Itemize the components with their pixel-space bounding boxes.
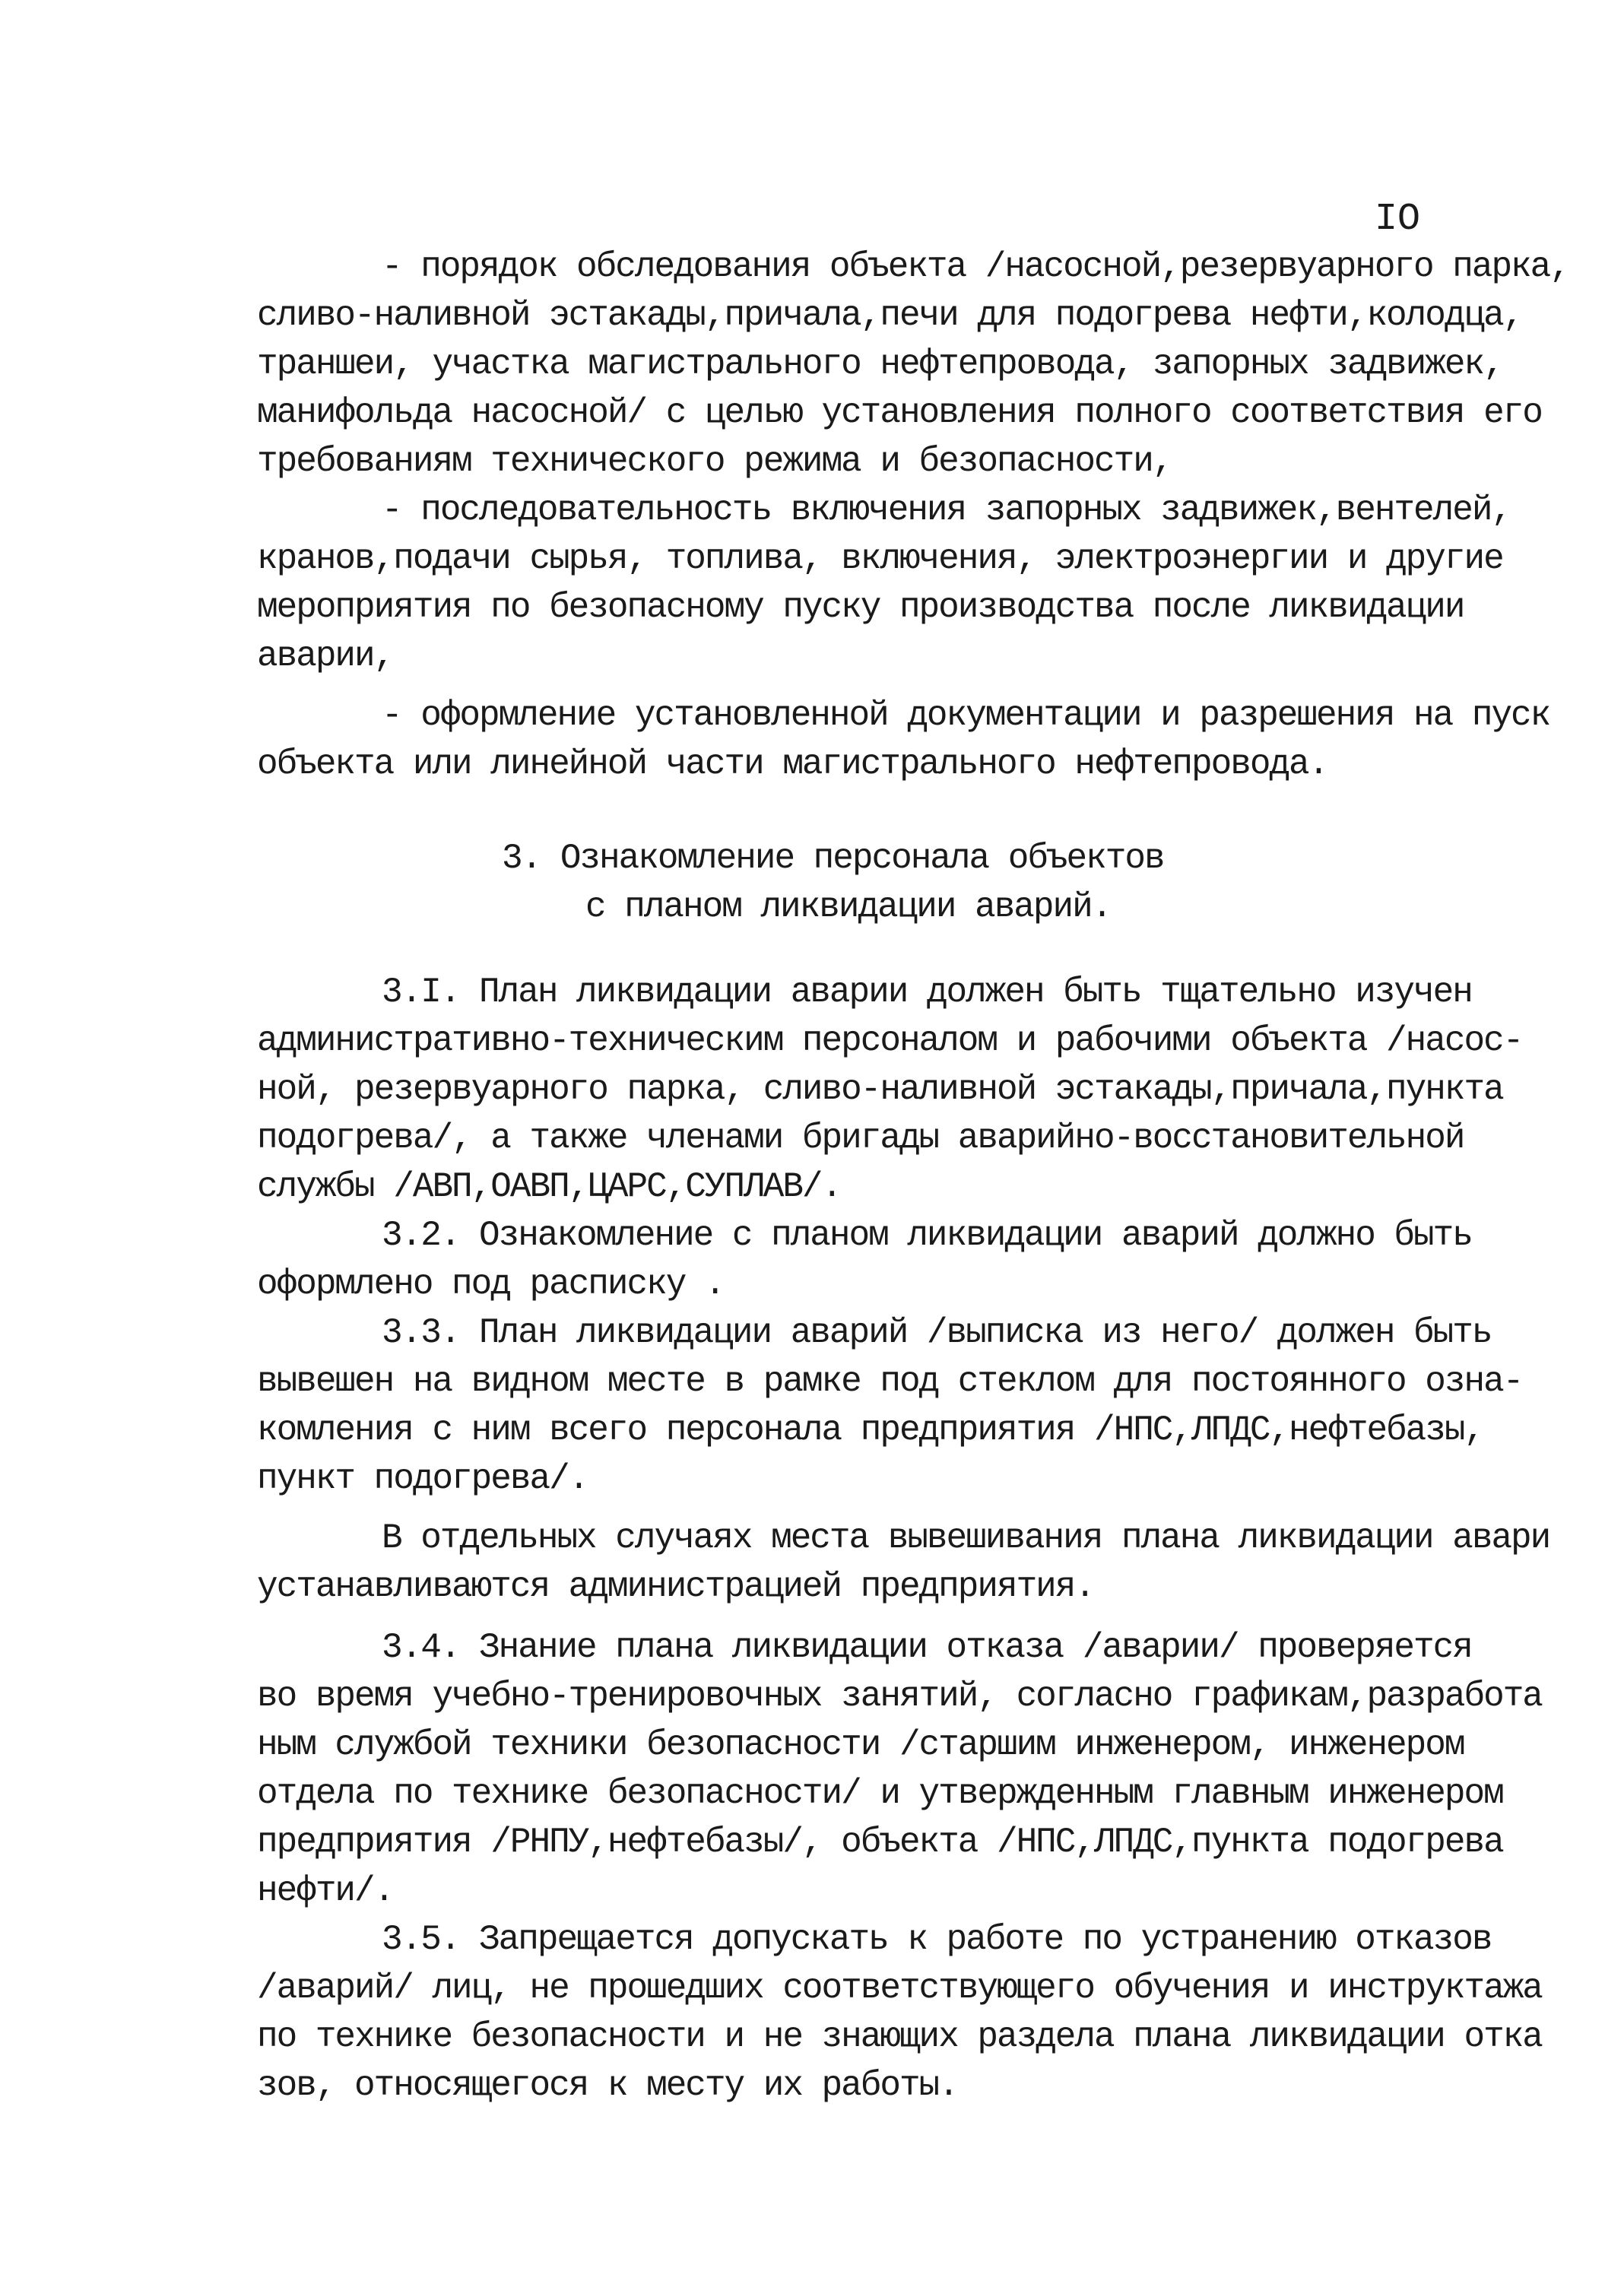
text-line: аварии,	[257, 636, 394, 676]
text-line: сливо-наливной эстакады,причала,печи для подогрева нефти,колодца,	[257, 296, 1523, 335]
text-line: - оформление установленной документации и разрешения на пуск	[382, 696, 1550, 735]
text-line: 3.5. Запрещается допускать к работе по устранению отказов	[382, 1920, 1492, 1959]
text-line: мероприятия по безопасному пуску производства после ликвидации	[257, 588, 1464, 627]
text-line: - порядок обследования объекта /насосной,резервуарного парка,	[382, 247, 1569, 287]
text-line: административно-техническим персоналом и рабочими объекта /насос-	[257, 1021, 1523, 1061]
text-line: 3.3. План ликвидации аварий /выписка из него/ должен быть	[382, 1313, 1492, 1353]
text-line: вывешен на видном месте в рамке под стеклом для постоянного озна-	[257, 1362, 1523, 1401]
section-heading: с планом ликвидации аварий.	[585, 887, 1112, 927]
text-line: ной, резервуарного парка, сливо-наливной эстакады,причала,пункта	[257, 1070, 1503, 1109]
text-line: оформлено под расписку .	[257, 1264, 725, 1304]
text-line: ным службой техники безопасности /старшим инженером, инженером	[257, 1725, 1464, 1765]
text-line: В отдельных случаях места вывешивания плана ликвидации авари	[382, 1518, 1550, 1558]
text-line: отдела по технике безопасности/ и утвержденным главным инженером	[257, 1774, 1503, 1813]
page-number: IO	[1375, 198, 1421, 241]
text-line: /аварий/ лиц, не прошедших соответствующего обучения и инструктажа	[257, 1969, 1542, 2008]
text-line: пункт подогрева/.	[257, 1459, 588, 1499]
text-line: подогрева/, а также членами бригады аварийно-восстановительной	[257, 1118, 1464, 1158]
text-line: 3.I. План ликвидации аварии должен быть тщательно изучен	[382, 972, 1472, 1012]
text-line: зов, относящегося к месту их работы.	[257, 2066, 958, 2105]
text-line: - последовательность включения запорных задвижек,вентелей,	[382, 490, 1511, 530]
text-line: предприятия /РНПУ,нефтебазы/, объекта /НПС,ЛПДС,пункта подогрева	[257, 1823, 1503, 1862]
text-line: 3.2. Ознакомление с планом ликвидации аварий должно быть	[382, 1216, 1472, 1255]
section-heading: 3. Ознакомление персонала объектов	[502, 839, 1164, 878]
text-line: манифольда насосной/ с целью установления полного соответствия его	[257, 393, 1542, 433]
text-line: требованиям технического режима и безопасности,	[257, 442, 1172, 481]
text-line: устанавливаются администрацией предприятия.	[257, 1567, 1094, 1607]
text-line: по технике безопасности и не знающих раздела плана ликвидации отка	[257, 2017, 1542, 2057]
text-line: во время учебно-тренировочных занятий, согласно графикам,разработа	[257, 1677, 1542, 1716]
text-line: нефти/.	[257, 1871, 394, 1911]
text-line: кранов,подачи сырья, топлива, включения, электроэнергии и другие	[257, 539, 1503, 579]
text-line: службы /АВП,ОАВП,ЦАРС,СУПЛАВ/.	[257, 1167, 842, 1207]
text-line: траншеи, участка магистрального нефтепровода, запорных задвижек,	[257, 344, 1503, 384]
text-line: объекта или линейной части магистрального нефтепровода.	[257, 744, 1328, 784]
text-line: 3.4. Знание плана ликвидации отказа /аварии/ проверяется	[382, 1628, 1472, 1667]
text-line: комления с ним всего персонала предприятия /НПС,ЛПДС,нефтебазы,	[257, 1410, 1484, 1450]
